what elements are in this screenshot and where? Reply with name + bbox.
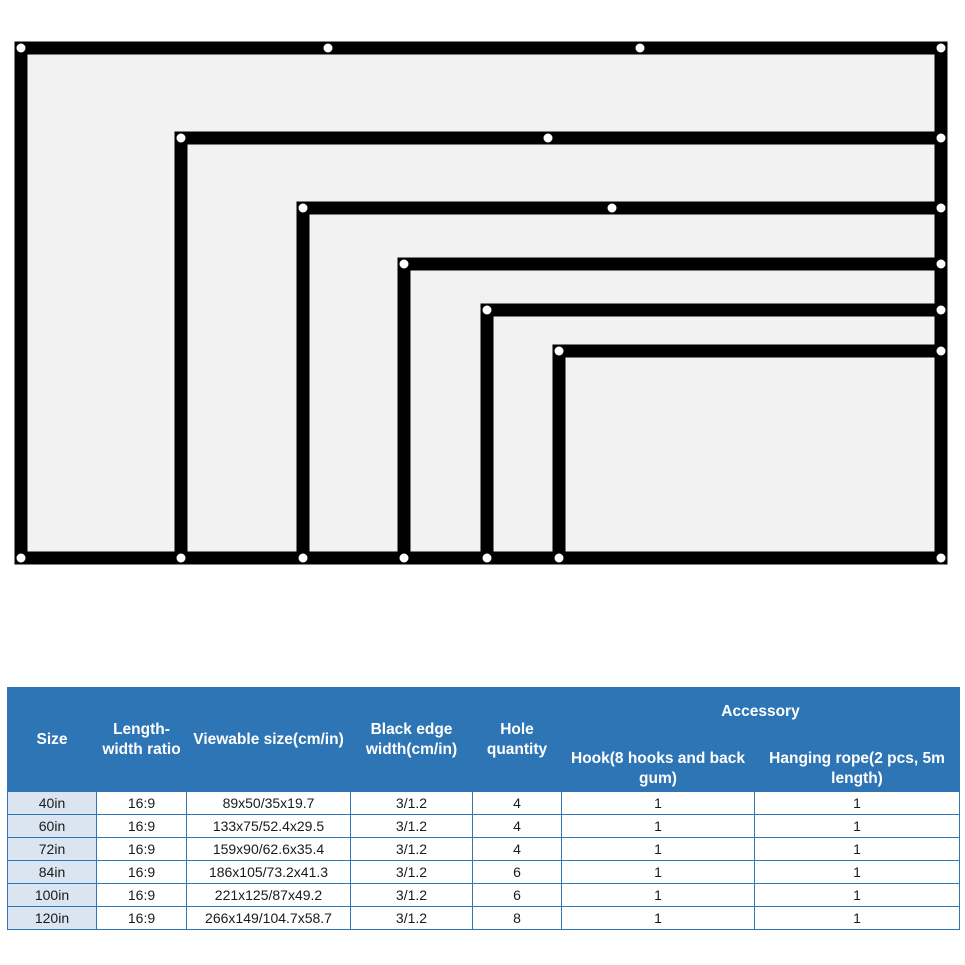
cell-size: 100in [8,884,97,907]
header-hanging-rope: Hanging rope(2 pcs, 5m length) [755,747,960,792]
cell-size: 40in [8,792,97,815]
cell-size: 60in [8,815,97,838]
grommet-hole-icon [400,554,409,563]
grommet-hole-icon [400,260,409,269]
table-row [8,792,960,815]
cell-hook: 1 [562,907,755,930]
cell-hook: 1 [562,838,755,861]
cell-hook: 1 [562,884,755,907]
table-row [8,884,960,907]
grommet-hole-icon [937,260,946,269]
grommet-hole-icon [17,554,26,563]
cell-black-edge: 3/1.2 [351,815,473,838]
header-ratio: Length-width ratio [97,688,187,792]
header-size: Size [8,688,97,792]
table-row [8,861,960,884]
grommet-hole-icon [937,306,946,315]
grommet-hole-icon [555,347,564,356]
grommet-hole-icon [937,134,946,143]
grommet-hole-icon [483,306,492,315]
cell-hanging-rope: 1 [755,861,960,884]
cell-hole-quantity: 4 [473,815,562,838]
cell-ratio: 16:9 [97,861,187,884]
cell-size: 120in [8,907,97,930]
header-hook: Hook(8 hooks and back gum) [562,747,755,792]
cell-hook: 1 [562,815,755,838]
grommet-hole-icon [636,44,645,53]
cell-viewable-size: 186x105/73.2x41.3 [187,861,351,884]
header-hole-quantity: Hole quantity [473,688,562,792]
screen-outline-40in [559,351,941,558]
grommet-hole-icon [937,204,946,213]
grommet-hole-icon [177,134,186,143]
table-body [8,792,960,930]
cell-hole-quantity: 4 [473,792,562,815]
grommet-hole-icon [937,44,946,53]
cell-ratio: 16:9 [97,792,187,815]
cell-black-edge: 3/1.2 [351,861,473,884]
grommet-hole-icon [299,554,308,563]
cell-hanging-rope: 1 [755,838,960,861]
cell-viewable-size: 133x75/52.4x29.5 [187,815,351,838]
cell-black-edge: 3/1.2 [351,792,473,815]
cell-size: 84in [8,861,97,884]
cell-hanging-rope: 1 [755,815,960,838]
grommet-hole-icon [937,554,946,563]
cell-hole-quantity: 6 [473,861,562,884]
cell-ratio: 16:9 [97,907,187,930]
cell-hanging-rope: 1 [755,907,960,930]
cell-size: 72in [8,838,97,861]
cell-viewable-size: 159x90/62.6x35.4 [187,838,351,861]
specification-table [7,687,960,930]
grommet-hole-icon [937,347,946,356]
grommet-hole-icon [177,554,186,563]
table-row [8,907,960,930]
table-row [8,838,960,861]
cell-black-edge: 3/1.2 [351,884,473,907]
table-row [8,815,960,838]
cell-ratio: 16:9 [97,815,187,838]
grommet-hole-icon [608,204,617,213]
cell-viewable-size: 266x149/104.7x58.7 [187,907,351,930]
cell-ratio: 16:9 [97,884,187,907]
grommet-hole-icon [555,554,564,563]
grommet-hole-icon [17,44,26,53]
grommet-hole-icon [483,554,492,563]
cell-black-edge: 3/1.2 [351,838,473,861]
cell-hook: 1 [562,861,755,884]
cell-hole-quantity: 4 [473,838,562,861]
cell-hanging-rope: 1 [755,884,960,907]
cell-viewable-size: 89x50/35x19.7 [187,792,351,815]
cell-hole-quantity: 8 [473,907,562,930]
cell-hook: 1 [562,792,755,815]
header-accessory: Accessory [562,688,960,747]
cell-viewable-size: 221x125/87x49.2 [187,884,351,907]
cell-hole-quantity: 6 [473,884,562,907]
header-black-edge: Black edge width(cm/in) [351,688,473,792]
grommet-hole-icon [324,44,333,53]
cell-ratio: 16:9 [97,838,187,861]
cell-black-edge: 3/1.2 [351,907,473,930]
table-header-row [8,688,960,747]
cell-hanging-rope: 1 [755,792,960,815]
grommet-hole-icon [544,134,553,143]
header-viewable-size: Viewable size(cm/in) [187,688,351,792]
grommet-hole-icon [299,204,308,213]
